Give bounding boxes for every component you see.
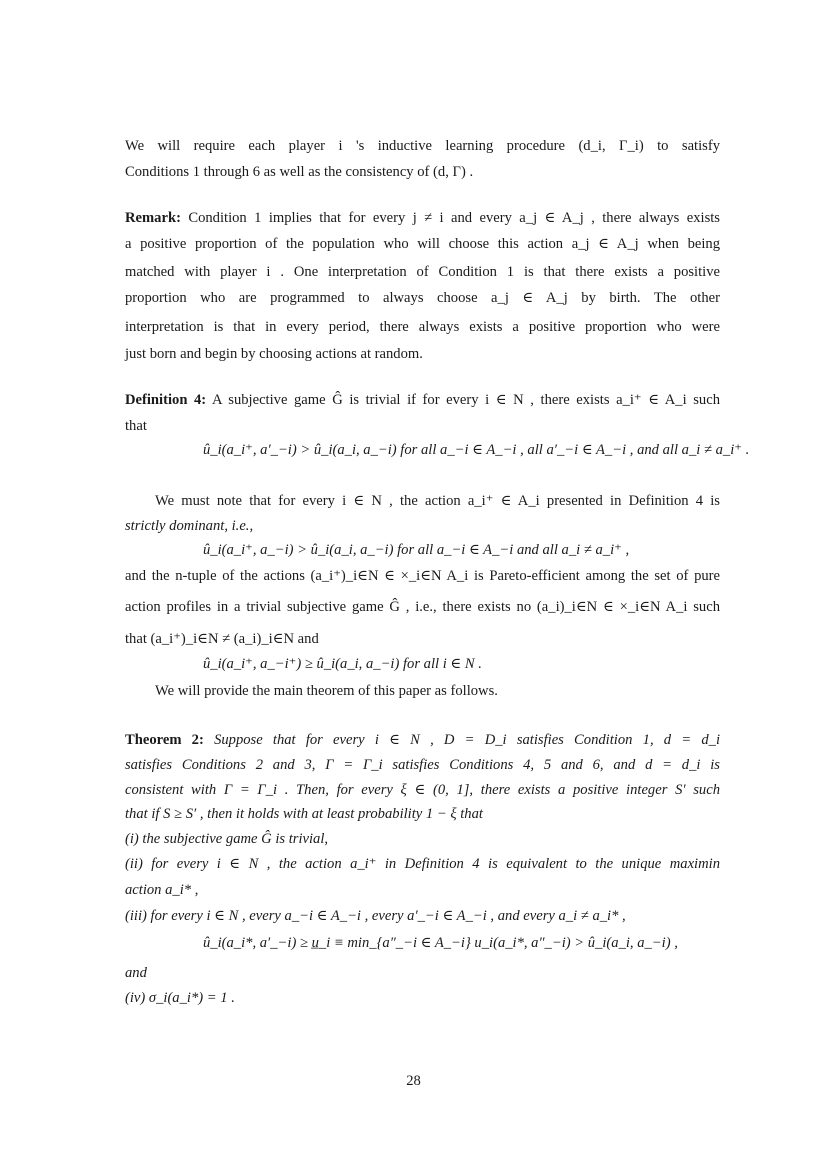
note-line-6: We will provide the main theorem of this paper as follows. [155,683,498,699]
theorem-2-line-3: consistent with Γ = Γ_i . Then, for every ξ ∈ (0, 1], there exists a positive integer S′ such [125,782,720,798]
remark-line-2: a positive proportion of the population who will choose this action a_j ∈ A_j when being [125,236,720,252]
note-line-3: and the n-tuple of the actions (a_i⁺)_i∈N ∈ ×_i∈N A_i is Pareto-efficient among the set of pure [125,568,720,584]
intro-line-1: We will require each player i 's inductive learning procedure (d_i, Γ_i) to satisfy [125,138,720,154]
theorem-2-item-iv: (iv) σ_i(a_i*) = 1 . [125,990,235,1006]
note-equation-2: û_i(a_i⁺, a_−i⁺) ≥ û_i(a_i, a_−i) for all i ∈ N . [203,656,482,672]
theorem-2-label: Theorem 2: [125,732,204,748]
definition-4-line [125,391,720,409]
remark-line-3: matched with player i . One interpretation of Condition 1 is that there exists a positive [125,264,720,280]
remark-line-4: proportion who are programmed to always choose a_j ∈ A_j by birth. The other [125,290,720,306]
theorem-2-and: and [125,965,147,981]
definition-4-that: that [125,418,147,434]
note-line-1: We must note that for every i ∈ N , the action a_i⁺ ∈ A_i presented in Definition 4 is [155,493,720,509]
theorem-2-item-iii: (iii) for every i ∈ N , every a_−i ∈ A_−i , every a′_−i ∈ A_−i , and every a_i ≠ a_i* , [125,908,626,924]
definition-4-text: A subjective game Ĝ is trivial if for every i ∈ N , there exists a_i⁺ ∈ A_i such [211,392,720,408]
remark-line-1 [125,209,720,227]
note-line-2: strictly dominant, i.e., [125,518,254,534]
definition-4-equation: û_i(a_i⁺, a′_−i) > û_i(a_i, a_−i) for all a_−i ∈ A_−i , all a′_−i ∈ A_−i , and all a_i ≠ a_i⁺ . [203,442,750,458]
remark-text-1: Condition 1 implies that for every j ≠ i and every a_j ∈ A_j , there always exists [188,210,720,226]
theorem-2-item-ii-cont: action a_i* , [125,882,199,898]
theorem-2-item-iii-equation: û_i(a_i*, a′_−i) ≥ u̲_i ≡ min_{a″_−i ∈ A_−i} u_i(a_i*, a″_−i) > û_i(a_i, a_−i) , [203,935,678,951]
note-line-4: action profiles in a trivial subjective game Ĝ , i.e., there exists no (a_i)_i∈N ∈ ×_i∈N A_i such [125,599,720,615]
remark-line-6: just born and begin by choosing actions at random. [125,346,423,362]
intro-line-2: Conditions 1 through 6 as well as the consistency of (d, Γ) . [125,164,474,180]
remark-line-5: interpretation is that in every period, there always exists a positive proportion who were [125,319,720,335]
theorem-2-line-2: satisfies Conditions 2 and 3, Γ = Γ_i satisfies Conditions 4, 5 and 6, and d = d_i is [125,757,720,773]
theorem-2-item-i: (i) the subjective game Ĝ is trivial, [125,831,329,847]
remark-label: Remark: [125,210,181,226]
note-equation-1: û_i(a_i⁺, a_−i) > û_i(a_i, a_−i) for all a_−i ∈ A_−i and all a_i ≠ a_i⁺ , [203,542,630,558]
page-number: 28 [406,1073,421,1089]
theorem-2-item-ii: (ii) for every i ∈ N , the action a_i⁺ in Definition 4 is equivalent to the unique maximin [125,856,720,872]
note-line-5: that (a_i⁺)_i∈N ≠ (a_i)_i∈N and [125,631,319,647]
definition-4-label: Definition 4: [125,392,207,408]
theorem-2-line-4: that if S ≥ S′ , then it holds with at least probability 1 − ξ that [125,806,483,822]
theorem-2-text-1: Suppose that for every i ∈ N , D = D_i satisfies Condition 1, d = d_i [214,732,721,748]
theorem-2-line-1 [125,731,720,749]
